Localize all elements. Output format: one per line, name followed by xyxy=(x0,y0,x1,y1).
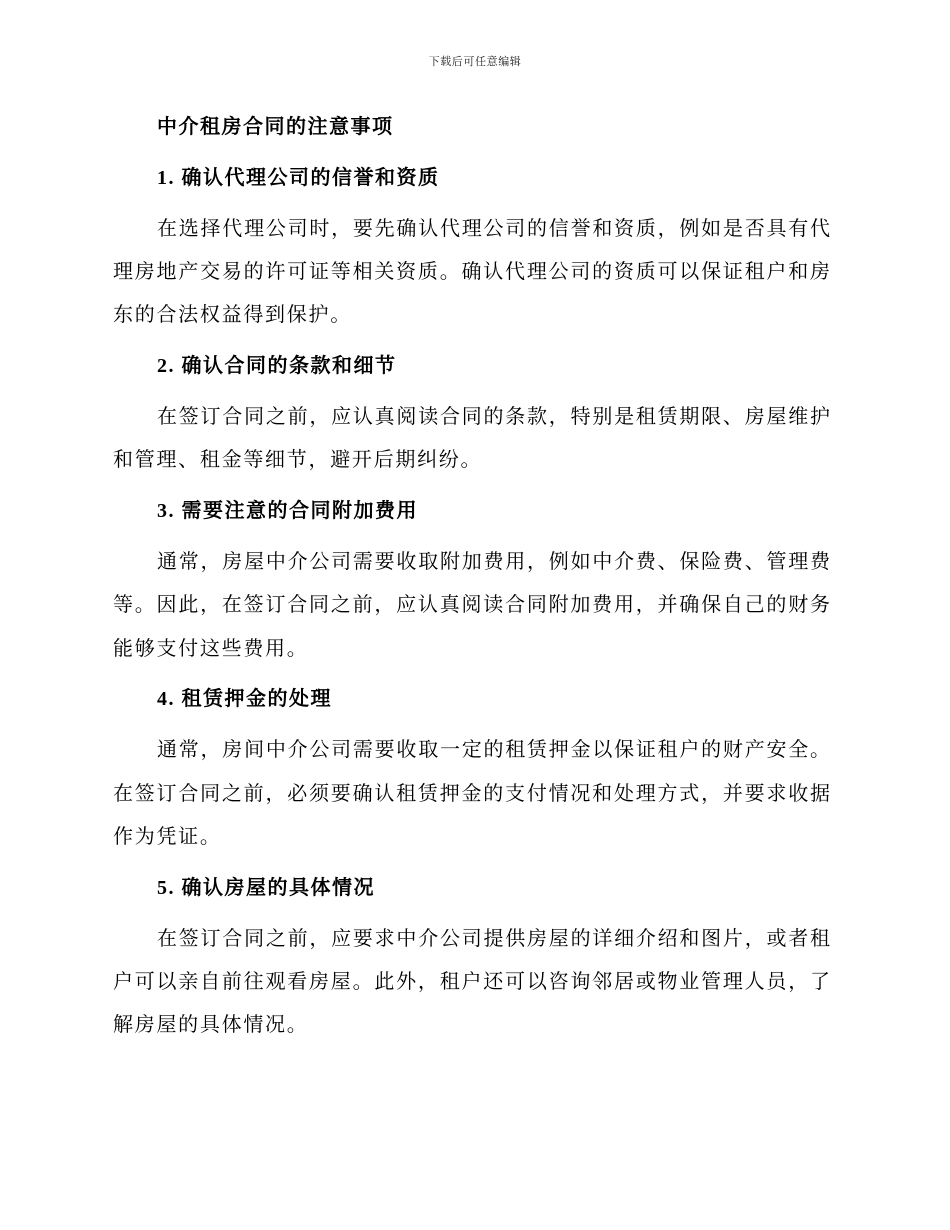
paragraph-line: 作为凭证。 xyxy=(113,825,222,848)
paragraph xyxy=(113,918,843,1048)
paragraph-line: 等。因此，在签订合同之前，应认真阅读合同附加费用，并确保自己的财务 xyxy=(113,594,832,617)
document-body xyxy=(113,106,843,1048)
paragraph-line: 在签订合同之前，应要求中介公司提供房屋的详细介绍和图片，或者租 xyxy=(157,927,832,950)
paragraph-line: 在签订合同之前，必须要确认租赁押金的支付情况和处理方式，并要求收据 xyxy=(113,782,832,805)
paragraph-line: 户可以亲自前往观看房屋。此外，租户还可以咨询邻居或物业管理人员，了 xyxy=(113,970,832,993)
paragraph-line: 解房屋的具体情况。 xyxy=(113,1014,309,1037)
paragraph xyxy=(113,396,843,483)
section-heading: 2. 确认合同的条款和细节 xyxy=(157,355,397,378)
paragraph-line: 在选择代理公司时，要先确认代理公司的信誉和资质，例如是否具有代 xyxy=(157,217,832,240)
paragraph xyxy=(113,729,843,859)
section-heading: 5. 确认房屋的具体情况 xyxy=(157,876,375,899)
section-heading: 3. 需要注意的合同附加费用 xyxy=(157,500,418,523)
section-heading: 1. 确认代理公司的信誉和资质 xyxy=(157,166,440,189)
paragraph-line: 在签订合同之前，应认真阅读合同的条款，特别是租赁期限、房屋维护 xyxy=(157,405,832,428)
paragraph-line: 通常，房屋中介公司需要收取附加费用，例如中介费、保险费、管理费 xyxy=(157,550,832,573)
paragraph xyxy=(113,208,843,338)
document-header-note: 下载后可任意编辑 xyxy=(428,56,522,68)
paragraph-line: 通常，房间中介公司需要收取一定的租赁押金以保证租户的财产安全。 xyxy=(157,739,832,762)
paragraph-line: 能够支付这些费用。 xyxy=(113,637,309,660)
paragraph xyxy=(113,541,843,671)
section-heading: 4. 租赁押金的处理 xyxy=(157,688,332,711)
paragraph-line: 理房地产交易的许可证等相关资质。确认代理公司的资质可以保证租户和房 xyxy=(113,260,832,283)
paragraph-line: 东的合法权益得到保护。 xyxy=(113,304,352,327)
paragraph-line: 和管理、租金等细节，避开后期纠纷。 xyxy=(113,449,483,472)
document-title: 中介租房合同的注意事项 xyxy=(157,116,394,138)
